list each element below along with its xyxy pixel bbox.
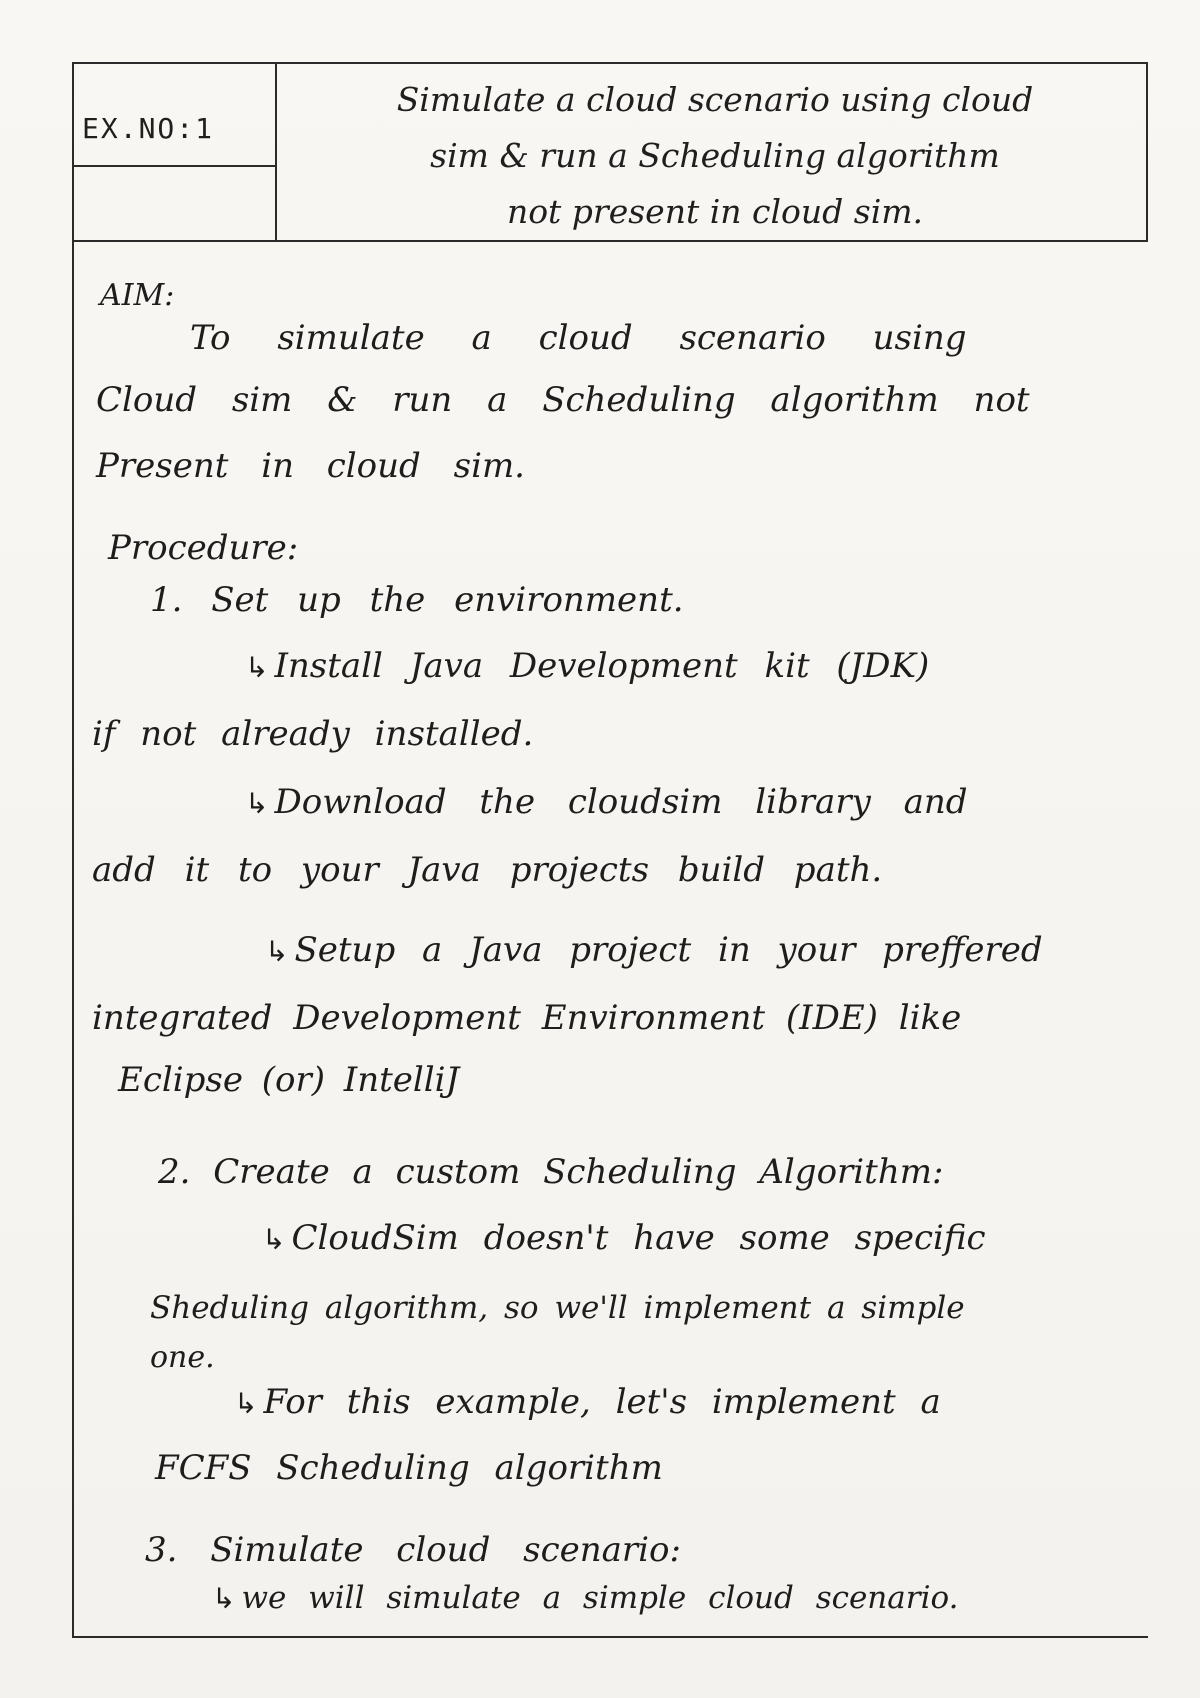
step-3-title: 3. Simulate cloud scenario: xyxy=(145,1530,681,1570)
arrow-icon: ↳ xyxy=(212,1582,236,1615)
step-2-item-2-line-1: ↳ For this example, let's implement a xyxy=(234,1382,941,1422)
header-bottom-line xyxy=(72,240,1148,242)
title-line-2: sim & run a Scheduling algorithm xyxy=(430,136,1000,175)
arrow-icon: ↳ xyxy=(245,787,269,820)
step-1-item-1-line-2: if not already installed. xyxy=(92,714,534,754)
step-2-item-1-line-2: Sheduling algorithm, so we'll implement a simple xyxy=(150,1290,965,1326)
step-1-item-3-line-3: Eclipse (or) IntelliJ xyxy=(118,1060,460,1100)
aim-line-1: To simulate a cloud scenario using xyxy=(190,318,967,358)
step-1-item-3-line-1: ↳ Setup a Java project in your preffered xyxy=(265,930,1043,970)
title-line-1: Simulate a cloud scenario using cloud xyxy=(396,80,1034,119)
step-1-item-1-line-1: ↳ Install Java Development kit (JDK) xyxy=(245,646,930,686)
arrow-icon: ↳ xyxy=(265,935,289,968)
exercise-number: EX.NO:1 xyxy=(82,112,215,145)
aim-heading: AIM: xyxy=(100,278,175,313)
header-cell-divider xyxy=(74,165,277,167)
header-right-edge xyxy=(1146,62,1148,242)
step-2-item-1-line-1: ↳ CloudSim doesn't have some specific xyxy=(262,1218,986,1258)
arrow-icon: ↳ xyxy=(245,651,269,684)
step-2-item-2-line-2: FCFS Scheduling algorithm xyxy=(155,1448,663,1488)
header-column-divider xyxy=(275,62,277,242)
step-1-title: 1. Set up the environment. xyxy=(150,580,684,620)
frame-top-line xyxy=(72,62,1148,64)
arrow-icon: ↳ xyxy=(234,1387,258,1420)
step-1-item-3-line-2: integrated Development Environment (IDE) like xyxy=(92,998,962,1038)
experiment-title xyxy=(295,72,1135,240)
step-2-title: 2. Create a custom Scheduling Algorithm: xyxy=(158,1152,944,1192)
frame-bottom-line xyxy=(72,1636,1148,1638)
step-2-item-1-line-3: one. xyxy=(150,1340,215,1375)
aim-line-3: Present in cloud sim. xyxy=(96,446,525,486)
step-3-item-1-line-1: ↳ we will simulate a simple cloud scenario. xyxy=(212,1580,959,1616)
step-1-item-2-line-1: ↳ Download the cloudsim library and xyxy=(245,782,968,822)
aim-line-2: Cloud sim & run a Scheduling algorithm not xyxy=(96,380,1030,420)
arrow-icon: ↳ xyxy=(262,1223,286,1256)
title-line-3: not present in cloud sim. xyxy=(506,192,924,231)
step-1-item-2-line-2: add it to your Java projects build path. xyxy=(92,850,883,890)
frame-left-line xyxy=(72,62,74,1638)
procedure-heading: Procedure: xyxy=(108,528,299,568)
